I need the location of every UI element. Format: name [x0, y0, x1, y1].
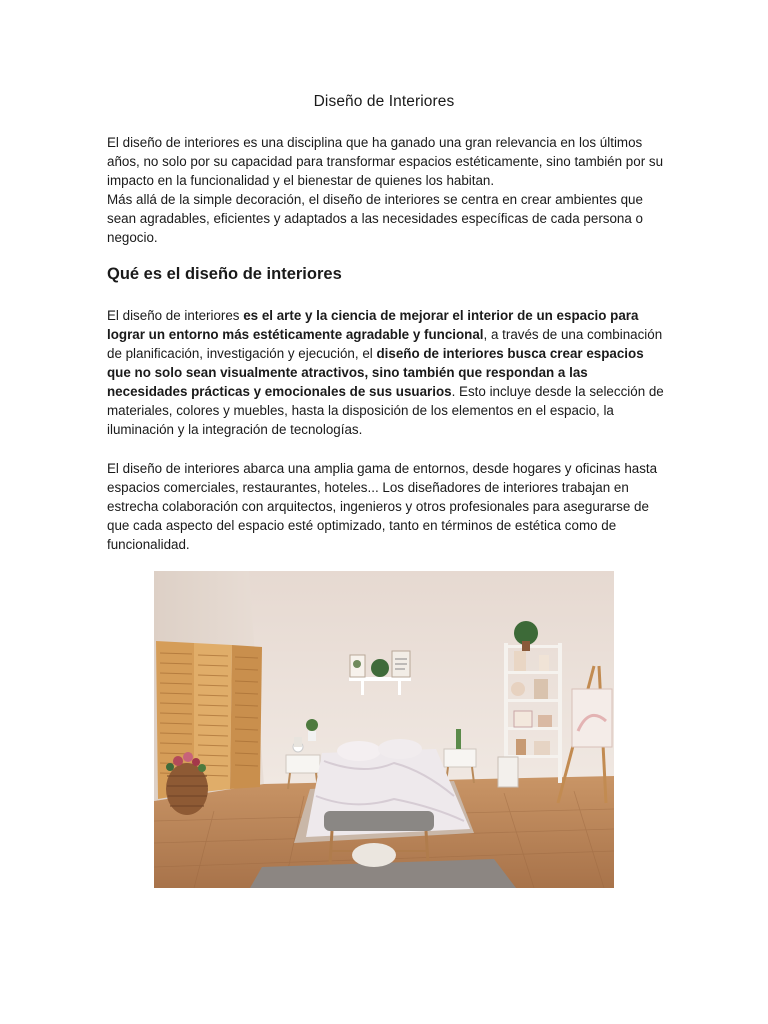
definition-text-3: . Esto incluye desde la selección de materiales, colores y muebles, hasta la disposición de los elementos en el espacio, la iluminación y la integración de tecnologías. — [107, 384, 664, 437]
document-title: Diseño de Interiores — [313, 93, 455, 110]
definition-text-2: , a través de una combinación de planificación, investigación y ejecución, el — [107, 327, 663, 361]
scope-paragraph: El diseño de interiores abarca una amplia gama de entornos, desde hogares y oficinas hasta espacios comerciales, restaurantes, hoteles... Los diseñadores de interiores trabajan en estrecha colaboración con arquitectos, ingenieros y otros profesionales para asegurarse de que cada aspecto del espacio esté optimizado, tanto en términos de estética como de funcionalidad. — [107, 461, 658, 552]
intro-text-1: El diseño de interiores es una disciplina que ha ganado una gran relevancia en los últimos años, no solo por su capacidad para transformar espacios estéticamente, sino también por su impacto en la funcionalidad y el bienestar de quienes los habitan. — [107, 135, 664, 188]
definition-text-1: El diseño de interiores — [107, 308, 244, 323]
bedroom-photo — [154, 571, 614, 888]
definition-paragraph — [107, 306, 667, 439]
intro-paragraph — [107, 133, 667, 247]
section-heading: Qué es el diseño de interiores — [107, 265, 342, 283]
definition-bold-1: es el arte y la ciencia de mejorar el interior de un espacio para lograr un entorno más estéticamente agradable y funcional — [107, 308, 639, 342]
floor-frame — [498, 757, 518, 787]
intro-text-2: Más allá de la simple decoración, el diseño de interiores se centra en crear ambientes que sean agradables, eficientes y adaptados a las necesidades específicas de cada persona o negocio. — [107, 192, 643, 245]
definition-bold-2: diseño de interiores busca crear espacios que no solo sean visualmente atractivos, sino también que respondan a las necesidades prácticas y emocionales de sus usuarios — [107, 346, 644, 399]
